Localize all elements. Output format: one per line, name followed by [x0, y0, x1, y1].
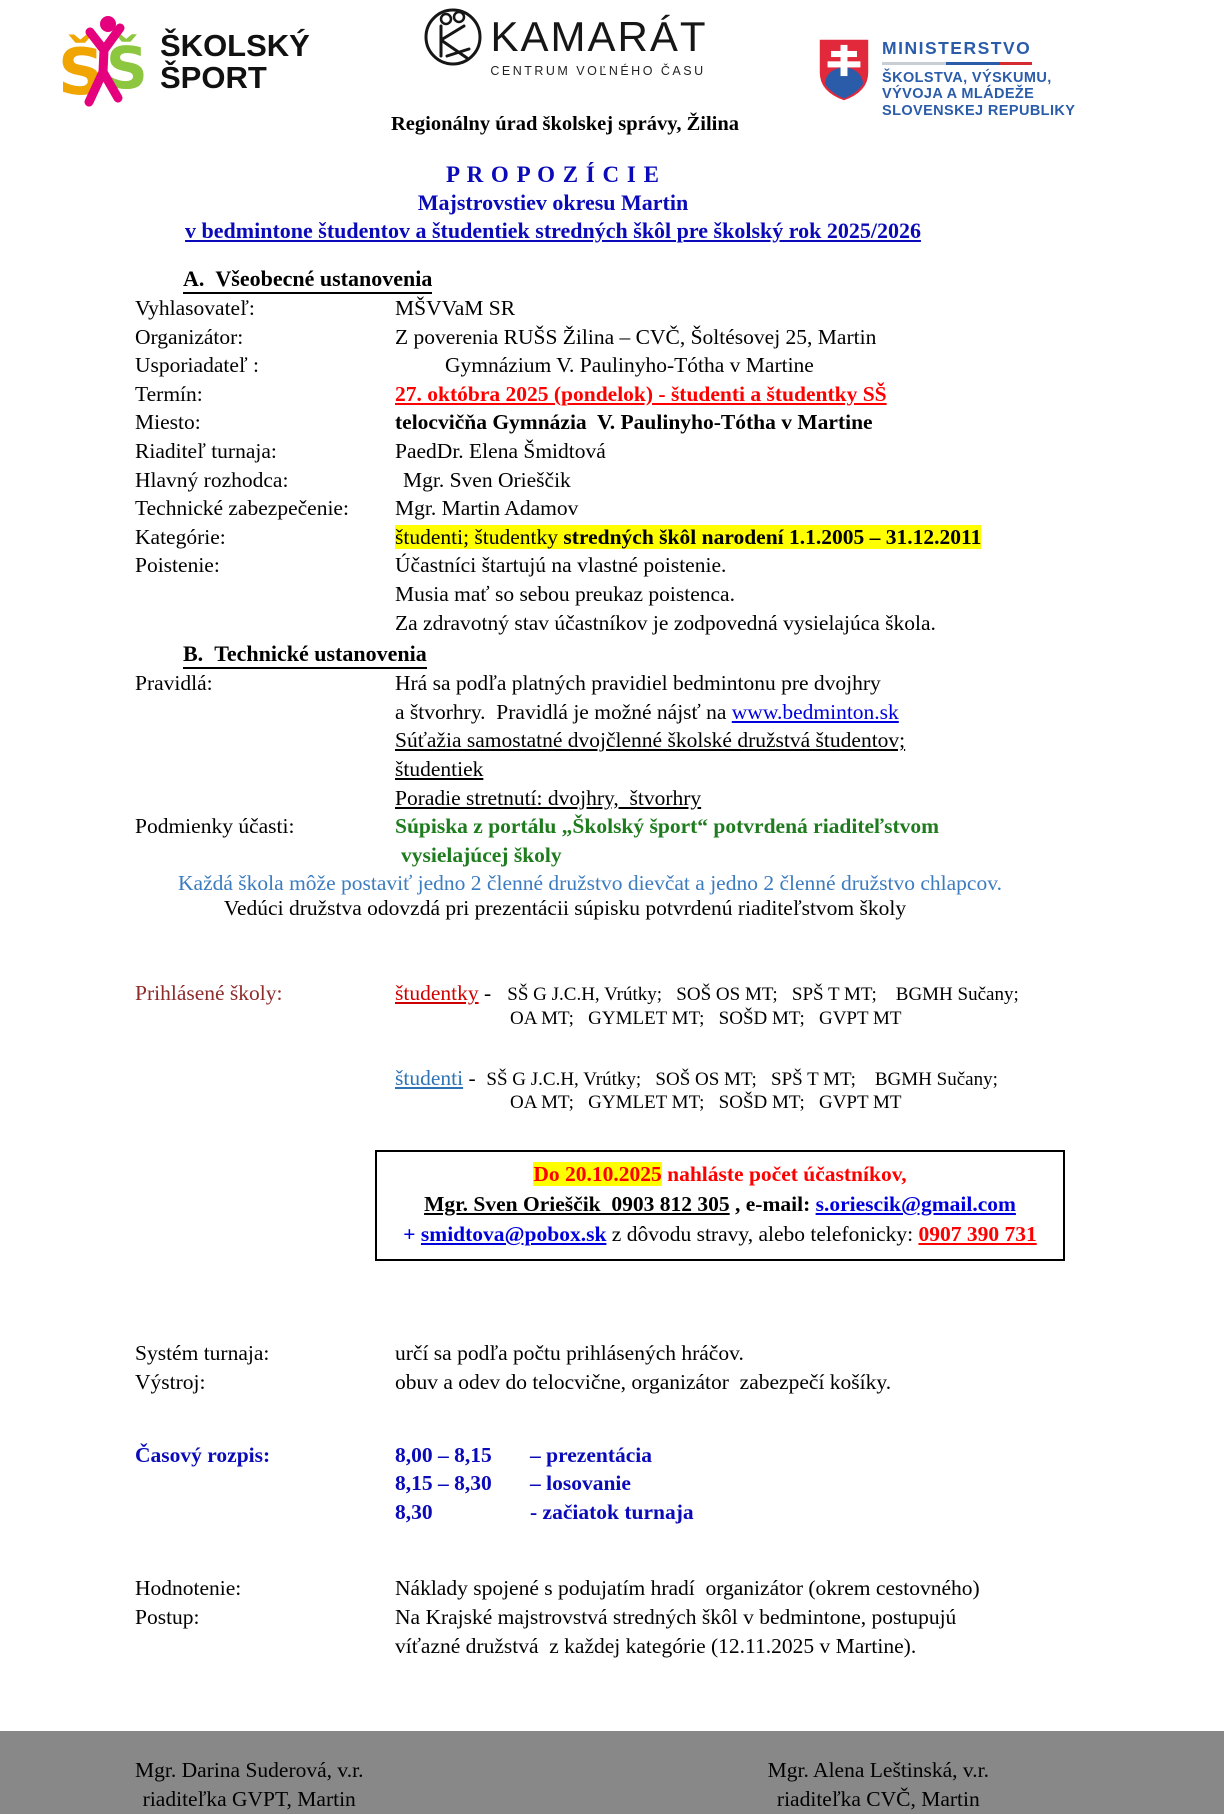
label-organizator: Organizátor: — [135, 324, 244, 349]
smidtova-email-link[interactable]: smidtova@pobox.sk — [420, 1221, 607, 1246]
pravidla-line2-text: a štvorhry. Pravidlá je možné nájsť na — [395, 699, 732, 724]
alt-contact-text: z dôvodu stravy, alebo telefonicky: — [606, 1221, 919, 1246]
label-podmienky-ucasti: Podmienky účasti: — [135, 814, 295, 839]
section-a-heading — [183, 266, 1224, 292]
label-poistenie: Poistenie: — [135, 553, 220, 578]
kamarat-logo — [400, 6, 730, 78]
schedule-item-2 — [395, 1469, 1224, 1498]
ministry-flag-bar — [882, 62, 1032, 65]
schedule-time-1: 8,00 – 8,15 — [395, 1442, 492, 1467]
poistenie-line2: Musia mať so sebou preukaz poistenca. — [395, 581, 735, 606]
row-kategorie — [135, 523, 1224, 552]
row-hodnotenie — [135, 1574, 1224, 1603]
plus-sign: + — [403, 1221, 421, 1246]
title-event-description: v bedmintone študentov a študentiek stredných škôl pre školský rok 2025/2026 — [185, 218, 921, 243]
pravidla-line5: Poradie stretnutí: dvojhry, štvorhry — [395, 785, 702, 810]
pravidla-line3: Súťažia samostatné dvojčlenné školské družstvá študentov; — [395, 728, 906, 753]
row-vystroj — [135, 1368, 1224, 1397]
slovak-coat-of-arms-icon — [818, 38, 870, 102]
schedule-item-3 — [395, 1498, 1224, 1527]
row-studenti — [135, 1064, 1224, 1093]
page-header — [0, 0, 1224, 150]
kategorie-bold: stredných škôl narodení 1.1.2005 – 31.12.2011 — [563, 524, 982, 549]
postup-line1: Na Krajské majstrovstvá stredných škôl v bedmintone, postupujú — [395, 1605, 957, 1629]
row-usporiadatel — [135, 351, 1224, 380]
value-hlavny-rozhodca: Mgr. Sven Orieščik — [403, 467, 571, 492]
title-propozicie: P R O P O Z Í C I E — [446, 162, 660, 187]
label-prihlasene-skoly: Prihlásené školy: — [135, 981, 283, 1006]
row-riaditel-turnaja — [135, 437, 1224, 466]
row-pravidla — [135, 669, 1224, 812]
label-vystroj: Výstroj: — [135, 1370, 206, 1395]
signature-right-role: riaditeľka CVČ, Martin — [776, 1787, 980, 1812]
phone-number[interactable]: 0907 390 731 — [918, 1221, 1037, 1246]
boys-term: študenti — [395, 1065, 464, 1090]
kamarat-wordmark: KAMARÁT — [490, 13, 708, 60]
value-termin: 27. októbra 2025 (pondelok) - študenti a študentky SŠ — [395, 381, 887, 406]
email-label: , e-mail: — [729, 1192, 816, 1217]
row-organizator — [135, 323, 1224, 352]
signature-left-name: Mgr. Darina Suderová, v.r. — [135, 1758, 364, 1783]
label-usporiadatel: Usporiadateľ : — [135, 353, 259, 378]
regional-office-title: Regionálny úrad školskej správy, Žilina — [390, 113, 739, 135]
skolsky-sport-wordmark — [160, 30, 310, 93]
deadline-text: nahláste počet účastníkov, — [661, 1162, 907, 1187]
signature-right — [768, 1756, 989, 1814]
label-postup: Postup: — [135, 1605, 200, 1629]
row-postup — [135, 1603, 1224, 1660]
kategorie-highlight — [395, 525, 981, 549]
row-technicke-zabezpecenie — [135, 494, 1224, 523]
ministry-line3: VÝVOJA A MLÁDEŽE — [882, 86, 1035, 103]
label-hodnotenie: Hodnotenie: — [135, 1576, 242, 1601]
label-termin: Termín: — [135, 381, 203, 406]
value-technicke-zabezpecenie: Mgr. Martin Adamov — [395, 496, 579, 521]
schedule-time-2: 8,15 – 8,30 — [395, 1471, 492, 1496]
girls-dash: - — [478, 981, 508, 1006]
postup-line2: víťazné družstvá z každej kategórie (12.11.2025 v Martine). — [395, 1633, 917, 1658]
label-vyhlasovatel: Vyhlasovateľ: — [135, 296, 255, 320]
note-roster-black: Vedúci družstva odovzdá pri prezentácii súpisku potvrdenú riaditeľstvom školy — [223, 896, 907, 921]
ministry-line2: ŠKOLSTVA, VÝSKUMU, — [882, 69, 1052, 86]
value-vystroj: obuv a odev do telocvične, organizátor zabezpečí košíky. — [395, 1370, 892, 1395]
oriescik-email-link[interactable]: s.oriescik@gmail.com — [815, 1192, 1016, 1217]
section-b-title: Technické ustanovenia — [214, 641, 427, 667]
label-riaditel-turnaja: Riaditeľ turnaja: — [135, 438, 277, 463]
title-championship: Majstrovstiev okresu Martin — [417, 190, 689, 215]
kamarat-subtitle: CENTRUM VOĽNÉHO ČASU — [490, 64, 706, 78]
skolsky-sport-logo — [58, 10, 310, 114]
box-contact-line — [387, 1190, 1053, 1220]
schedule-desc-2: – losovanie — [530, 1471, 631, 1496]
value-miesto: telocvičňa Gymnázia V. Paulinyho-Tótha v Martine — [395, 410, 873, 435]
row-vyhlasovatel — [135, 294, 1224, 323]
girls-term: študentky — [395, 981, 479, 1006]
schedule-desc-1: – prezentácia — [530, 1442, 652, 1467]
schedule-time-3: 8,30 — [395, 1499, 433, 1524]
value-organizator: Z poverenia RUŠS Žilina – CVČ, Šoltésovej 25, Martin — [395, 324, 877, 349]
ministry-line4: SLOVENSKEJ REPUBLIKY — [882, 102, 1076, 119]
bedminton-link[interactable]: www.bedminton.sk — [731, 699, 899, 724]
deadline-date-highlight: Do 20.10.2025 — [533, 1162, 662, 1187]
girls-schools-line1: SŠ G J.C.H, Vrútky; SOŠ OS MT; SPŠ T MT; BGMH Sučany; — [507, 984, 1019, 1006]
svg-text:Š: Š — [106, 34, 148, 102]
signature-left-role: riaditeľka GVPT, Martin — [142, 1787, 356, 1812]
label-pravidla: Pravidlá: — [135, 671, 213, 696]
girls-schools-line2: OA MT; GYMLET MT; SOŠD MT; GVPT MT — [510, 1007, 902, 1029]
skolsky-sport-figure-icon — [58, 10, 150, 114]
poistenie-line3: Za zdravotný stav účastníkov je zodpovedná vysielajúca škola. — [395, 610, 936, 635]
row-podmienky-ucasti — [135, 812, 1224, 869]
kategorie-normal: študenti; študentky — [395, 524, 564, 549]
contact-name-phone: Mgr. Sven Orieščik 0903 812 305 — [424, 1192, 730, 1217]
value-hodnotenie: Náklady spojené s podujatím hradí organizátor (okrem cestovného) — [395, 1576, 980, 1601]
label-technicke-zabezpecenie: Technické zabezpečenie: — [135, 496, 349, 521]
signature-left — [135, 1756, 364, 1814]
schedule-desc-3: - začiatok turnaja — [530, 1499, 694, 1524]
row-casovy-rozpis — [135, 1441, 1224, 1527]
label-miesto: Miesto: — [135, 410, 201, 435]
row-miesto — [135, 408, 1224, 437]
row-system-turnaja — [135, 1339, 1224, 1368]
ministry-title: MINISTERSTVO — [882, 38, 1032, 58]
pravidla-line4: študentiek — [395, 756, 484, 781]
boys-schools-line1: SŠ G J.C.H, Vrútky; SOŠ OS MT; SPŠ T MT; BGMH Sučany; — [486, 1068, 998, 1090]
value-riaditel-turnaja: PaedDr. Elena Šmidtová — [395, 438, 606, 463]
title-block — [0, 162, 1106, 244]
schedule-item-1 — [395, 1441, 1224, 1470]
label-kategorie: Kategórie: — [135, 524, 226, 549]
row-poistenie — [135, 551, 1224, 637]
contact-info-box — [375, 1150, 1065, 1261]
poistenie-line1: Účastníci štartujú na vlastné poistenie. — [395, 553, 727, 578]
row-hlavny-rozhodca — [135, 466, 1224, 495]
section-a-title: Všeobecné ustanovenia — [215, 266, 433, 291]
svg-text:Š: Š — [58, 36, 105, 110]
section-b-heading — [183, 641, 1224, 667]
kamarat-emblem-icon — [422, 6, 484, 68]
row-prihlasene-skoly — [135, 979, 1224, 1008]
label-hlavny-rozhodca: Hlavný rozhodca: — [135, 467, 289, 492]
box-alt-contact-line — [387, 1220, 1053, 1250]
podmienky-line2: vysielajúcej školy — [401, 842, 562, 867]
section-b-letter: B. — [183, 641, 204, 667]
box-deadline-line — [387, 1160, 1053, 1190]
row-termin — [135, 380, 1224, 409]
label-system-turnaja: Systém turnaja: — [135, 1341, 270, 1366]
value-vyhlasovatel: MŠVVaM SR — [395, 296, 516, 320]
ministry-text — [882, 38, 1075, 119]
pravidla-line2 — [395, 698, 1224, 727]
skolsky-sport-line1: ŠKOLSKÝ — [160, 28, 310, 64]
section-a-letter: A. — [183, 266, 205, 291]
signatures — [135, 1756, 1089, 1814]
skolsky-sport-line2: ŠPORT — [160, 60, 267, 95]
podmienky-line1: Súpiska z portálu „Školský šport“ potvrdená riaditeľstvom — [395, 814, 940, 839]
boys-dash: - — [463, 1065, 487, 1090]
value-usporiadatel: Gymnázium V. Paulinyho-Tótha v Martine — [445, 353, 814, 378]
note-teams-blue: Každá škola môže postaviť jedno 2 členné družstvo dievčat a jedno 2 členné družstvo chlapcov. — [178, 871, 1002, 896]
boys-schools-line2: OA MT; GYMLET MT; SOŠD MT; GVPT MT — [510, 1092, 902, 1114]
ministry-logo — [818, 38, 1075, 119]
value-system-turnaja: určí sa podľa počtu prihlásených hráčov. — [395, 1341, 744, 1366]
label-casovy-rozpis: Časový rozpis: — [135, 1442, 271, 1467]
pravidla-line1: Hrá sa podľa platných pravidiel bedmintonu pre dvojhry — [395, 671, 881, 696]
signature-right-name: Mgr. Alena Leštinská, v.r. — [767, 1758, 989, 1783]
